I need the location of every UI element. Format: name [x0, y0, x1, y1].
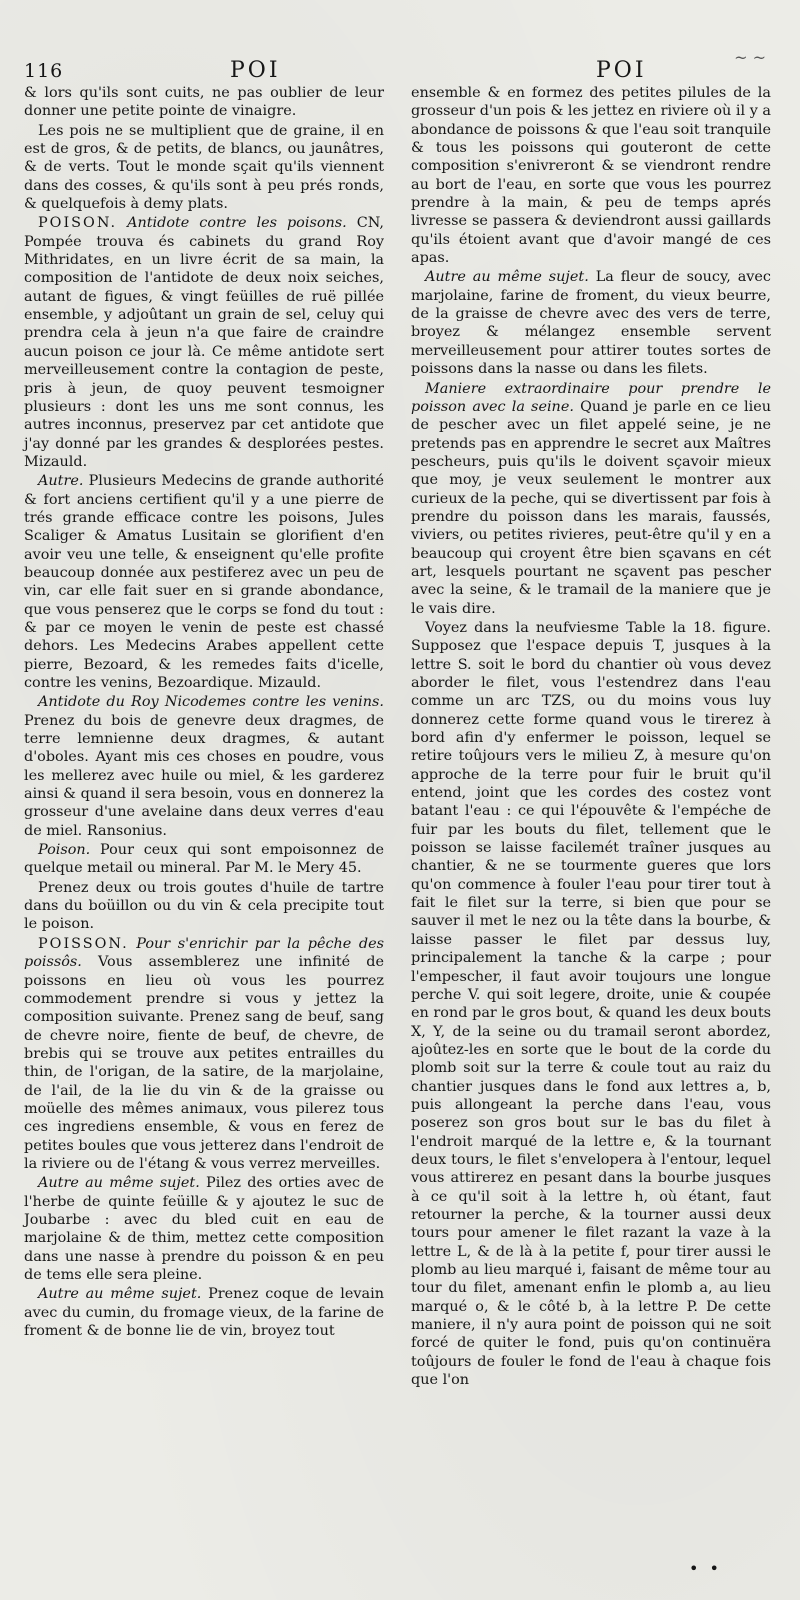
entry-autre-meme-sujet	[24, 1285, 384, 1340]
paragraph	[24, 84, 384, 121]
entry-text: Plusieurs Medecins de grande authorité & fort anciens certifient qu'il y a une pierre de trés grande efficace contre les poisons, Jules Scaliger & Amatus Lusitain se glorifient d'en avoir veu une telle, & enseignent qu'elle profite beaucoup donnée aux pestiferez avec un peu de vin, car elle fait suer en si grande abondance, que vous penserez que le corps se fond du tout : & par ce moyen le venin de peste est chassé dehors. Les Medecins Arabes appellent cette pierre, Bezoard, & les remedes faits d'icelle, contre les venins, Bezoardique. Mizauld.	[24, 473, 385, 691]
entry-text: Pilez des orties avec de l'herbe de quinte feüille & y ajoutez le suc de Joubarbe : avec du bled cuit en eau de marjolaine & de thim, mettez cette composition dans une nasse à prendre du poisson & en peu de tems elle sera pleine.	[24, 1175, 384, 1283]
paragraph-text: Les pois ne se multiplient que de graine, il en est de gros, & de petits, de blancs, ou jaunâtres, & de verts. Tout le monde sçait qu'ils viennent dans des cosses, & qu'ils sont à peu prés ronds, & quelquefois à demy plats.	[24, 122, 384, 213]
entry-heading: Antidote contre les poisons.	[127, 215, 347, 232]
entry-heading: Maniere extraordinaire pour prendre le poisson avec la seine.	[411, 380, 771, 415]
right-column	[411, 84, 771, 1390]
paragraph-text: & lors qu'ils sont cuits, ne pas oublier de leur donner une petite pointe de vinaigre.	[24, 85, 384, 120]
entry-text: Pour ceux qui sont empoisonnez de quelque metail ou mineral. Par M. le Mery 45.	[24, 842, 385, 877]
signature-mark: • •	[689, 1559, 722, 1578]
entry-text: Vous assemblerez une infinité de poissons en lieu où vous les pourrez commodement prendre si vous y jettez la composition suivante. Prenez sang de beuf, sang de chevre noire, fiente de beuf, de chevre, de brebis qui se trouve aux petites entrailles du thin, de l'origan, de la satire, de la marjolaine, de l'ail, de la lie du vin & de la graisse ou moüelle des mêmes animaux, vous pilerez tous ces ingrediens ensemble, & vous en ferez de petites boules que vous jetterez dans l'endroit de la riviere ou de l'étang & vous verrez merveilles.	[24, 954, 384, 1172]
running-head-right: POI	[596, 58, 647, 83]
entry-poisson	[24, 935, 384, 1173]
entry-maniere-seine	[411, 380, 771, 618]
entry-heading: Antidote du Roy Nicodemes contre les venins.	[38, 694, 384, 711]
entry-text: Quand je parle en ce lieu de pescher avec un filet appelé seine, je ne pretends pas en apprendre le secret aux Maîtres pescheurs, puis qu'ils le doivent sçavoir mieux que moy, je veux seulement le montrer aux curieux de la peche, qui se divertissent par fois à prendre du poisson dans les marais, faussés, viviers, ou petites rivieres, peut-être qu'il y en a beaucoup qui croyent être bien sçavans en cét art, lesquels pourtant ne sçavent pas pescher avec la seine, & le tramail de la maniere que je le vais dire.	[411, 398, 771, 617]
entry-poison	[24, 214, 384, 471]
entry-text: CN, Pompée trouva és cabinets du grand Roy Mithridates, en un livre écrit de sa main, la composition de l'antidote de deux noix seiches, autant de figues, & vingt feüilles de ruë pillée ensemble, y adjoûtant un grain de sel, celuy qui prendra cela à jeun n'a que faire de craindre aucun poison ce jour là. Ce même antidote sert merveilleusement contre la contagion de peste, pris à jeun, de quoy peuvent tesmoigner plusieurs : dont les uns me sont connus, les autres inconnus, preservez par cet antidote que j'ay donné par les grandes & desplorées pestes. Mizauld.	[24, 215, 384, 470]
entry-heading: Pour s'enrichir par la pêche des poissôs.	[24, 935, 384, 971]
paragraph	[411, 619, 771, 1389]
entry-poison-metail	[24, 841, 384, 878]
entry-heading: Autre au même sujet.	[425, 269, 589, 286]
left-column	[24, 84, 384, 1341]
paragraph-text: Prenez deux ou trois goutes d'huile de tartre dans du boüillon ou du vin & cela precipite tout le poison.	[24, 879, 384, 933]
entry-autre-meme-sujet	[24, 1174, 384, 1284]
page-number: 116	[24, 60, 64, 82]
paragraph-text: Voyez dans la neufviesme Table la 18. figure. Supposez que l'espace depuis T, jusques à la lettre S. soit le bord du chantier où vous devez aborder le filet, vous l'estendrez dans l'eau comme un arc TZS, ou du moins vous luy donnerez cette forme quand vous le tirerez à bord afin d'y enfermer le poisson, lequel se retire toûjours vers le milieu Z, à mesure qu'on approche de la terre pour fuir le bruit qu'il entend, joint que les cordes des costez vont batant l'eau : ce qui l'épouvête & l'empéche de fuir par les bouts du filet, tellement que le poisson se laisse facilemét traîner jusques au chantier, & ne se tourmente gueres que lors qu'on commence à fouler l'eau pour tirer tout à fait le filet sur la terre, si bien que pour se sauver il met le nez ou la tête dans la bourbe, & laisse passer le filet par dessus luy, principalement la tanche & la carpe ; pour l'empescher, il faut avoir toujours une longue perche V. qui soit legere, droite, unie & coupée en rond par le gros bout, & quand les deux bouts X, Y, de la seine ou du tramail seront abordez, ajoûtez-les en sorte que le bout de la corde du plomb soit sur la terre & coule tout au raiz du chantier jusques dans le fond aux lettres a, b, puis allongeant la perche dans l'eau, vous poserez son gros bout sur le bas du filet à l'endroit marqué de la lettre e, & la tournant deux tours, le filet s'envelopera à l'entour, lequel vous attirerez en pesant dans la bourbe jusques à ce qu'il soit à la lettre h, où étant, faut retourner la perche, & la tourner aussi deux tours pour amener le filet razant la vaze à la lettre L, & de là à la petite f, pour tirer aussi le plomb au lieu marqué i, faisant de même tour au tour du filet, amenant enfin le plomb a, au lieu marqué o, & le côté b, à la lettre P. De cette maniere, il n'y aura point de poisson qui ne soit forcé de quiter le fond, puis qu'on continuëra toûjours de fouler le fond de l'eau à chaque fois que l'on	[411, 619, 771, 1389]
paragraph	[24, 122, 384, 214]
entry-text: La fleur de soucy, avec marjolaine, farine de froment, du vieux beurre, de la graisse de chevre avec des vers de terre, broyez & mélangez ensemble servent merveilleusement pour attirer toutes sortes de poissons dans la nasse ou dans les filets.	[411, 269, 771, 378]
entry-heading: Autre au même sujet.	[38, 1175, 200, 1192]
entry-antidote-nicodemes	[24, 693, 384, 840]
entry-term: POISON.	[38, 215, 118, 232]
paragraph	[24, 879, 384, 934]
entry-text: Prenez coque de levain avec du cumin, du fromage vieux, de la farine de froment & de bonne lie de vin, broyez tout	[24, 1286, 384, 1340]
paragraph	[411, 84, 771, 267]
entry-heading: Autre au même sujet.	[38, 1286, 202, 1303]
corner-mark: ~ ~	[734, 48, 766, 67]
entry-term: POISSON.	[38, 935, 129, 952]
entry-text: Prenez du bois de genevre deux dragmes, de terre lemnienne deux dragmes, & autant d'oboles. Ayant mis ces choses en poudre, vous les mellerez avec huile ou miel, & les garderez ainsi & quand il sera besoin, vous en donnerez la grosseur d'une avelaine dans deux verres d'eau de miel. Ransonius.	[24, 712, 384, 839]
entry-heading: Poison.	[38, 842, 91, 859]
entry-autre-meme-sujet	[411, 268, 771, 378]
paragraph-text: ensemble & en formez des petites pilules de la grosseur d'un pois & les jettez en riviere où il y a abondance de poissons & que l'eau soit tranquile & tous les poissons qui gouteront de cette composition s'enivreront & se viendront rendre au bort de l'eau, en sorte que vous les pourrez prendre à la main, & peu de temps aprés livresse se passera & deviendront aussi gaillards qu'ils étoient avant que d'avoir mangé de ces apas.	[411, 85, 771, 267]
running-head-left: POI	[230, 58, 281, 83]
entry-autre	[24, 472, 384, 692]
entry-heading: Autre.	[38, 473, 84, 490]
